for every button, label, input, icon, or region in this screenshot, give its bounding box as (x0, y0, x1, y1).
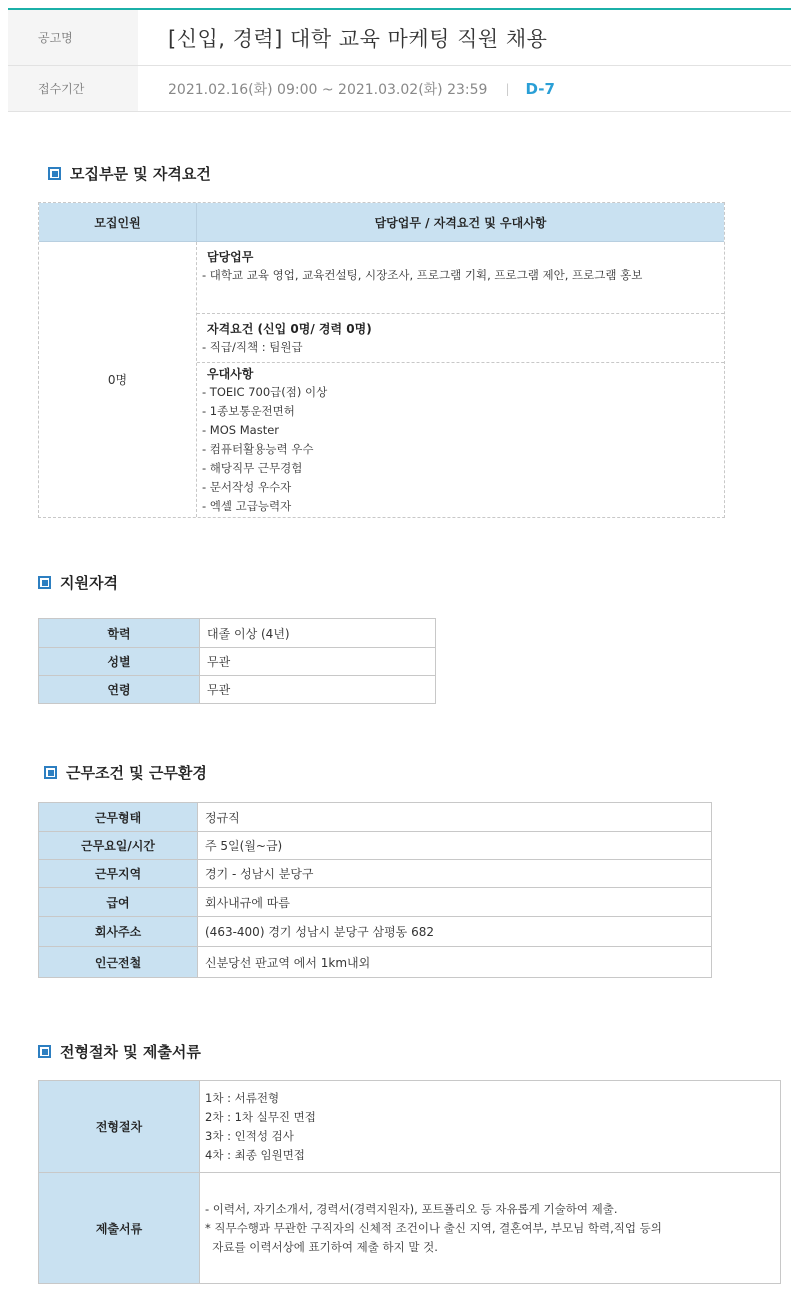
row-value: 주 5일(월~금) (198, 832, 712, 860)
table-row (39, 1081, 781, 1173)
table-row (39, 832, 712, 860)
row-value: 무관 (200, 648, 436, 676)
preference-item: - 엑셀 고급능력자 (202, 499, 292, 513)
preference-item: - MOS Master (202, 423, 280, 437)
row-key: 학력 (39, 619, 200, 648)
conditions-table (38, 802, 712, 978)
row-key: 근무형태 (39, 803, 198, 832)
table-row (39, 917, 712, 947)
process-step: 2차 : 1차 실무진 면접 (205, 1109, 316, 1124)
row-key: 제출서류 (39, 1173, 200, 1284)
process-table (38, 1080, 781, 1284)
qualification-table (38, 618, 436, 704)
section-title: 모집부문 및 자격요건 (70, 165, 211, 183)
dday-badge: D-7 (525, 79, 555, 98)
document-line: - 이력서, 자기소개서, 경력서(경력지원자), 포트폴리오 등 자유롭게 기술하여 제출. (205, 1201, 618, 1216)
row-key: 성별 (39, 648, 200, 676)
square-bullet-icon (38, 576, 51, 589)
duty-title: 담당업무 (207, 250, 254, 264)
row-key: 연령 (39, 676, 200, 704)
preference-item: - 1종보통운전면허 (202, 404, 295, 418)
row-value: 대졸 이상 (4년) (200, 619, 436, 648)
row-key: 인근전철 (39, 947, 198, 978)
row-key: 근무지역 (39, 860, 198, 888)
section-title: 지원자격 (60, 574, 118, 592)
table-row (39, 676, 436, 704)
row-value: 회사내규에 따름 (198, 888, 712, 917)
requirement-line: - 직급/직책 : 팀원급 (202, 340, 303, 354)
row-key: 근무요일/시간 (39, 832, 198, 860)
period-row (8, 66, 791, 112)
recruit-table (38, 202, 725, 518)
document-line: * 직무수행과 무관한 구직자의 신체적 조건이나 출신 지역, 결혼여부, 부모님 학력,직업 등의 (205, 1220, 662, 1235)
row-value: 경기 - 성남시 분당구 (198, 860, 712, 888)
preference-item: - 해당직무 근무경험 (202, 461, 303, 475)
recruit-count: 0명 (39, 242, 197, 517)
application-period: 2021.02.16(화) 09:00 ~ 2021.03.02(화) 23:59 (168, 81, 488, 98)
row-value: 무관 (200, 676, 436, 704)
preference-item: - TOEIC 700급(점) 이상 (202, 385, 328, 399)
preference-block (197, 363, 724, 517)
table-row (39, 619, 436, 648)
process-step: 4차 : 최종 임원면접 (205, 1147, 305, 1162)
square-bullet-icon (38, 1045, 51, 1058)
col-header-duty: 담당업무 / 자격요건 및 우대사항 (374, 215, 547, 230)
square-bullet-icon (48, 167, 61, 180)
col-header-count: 모집인원 (39, 203, 197, 241)
duty-line: - 대학교 교육 영업, 교육컨설팅, 시장조사, 프로그램 기획, 프로그램 제안, 프로그램 홍보 (202, 268, 643, 282)
job-posting-header (8, 8, 791, 112)
section-conditions-heading (44, 762, 207, 783)
section-title: 근무조건 및 근무환경 (66, 764, 207, 782)
process-step: 3차 : 인적성 검사 (205, 1128, 294, 1143)
preference-item: - 컴퓨터활용능력 우수 (202, 442, 314, 456)
row-key: 회사주소 (39, 917, 198, 947)
table-row (39, 860, 712, 888)
process-step: 1차 : 서류전형 (205, 1090, 280, 1105)
title-label: 공고명 (8, 10, 138, 65)
section-title: 전형절차 및 제출서류 (60, 1043, 201, 1061)
row-key: 전형절차 (39, 1081, 200, 1173)
table-row (39, 888, 712, 917)
preference-title: 우대사항 (207, 367, 254, 381)
row-value: 정규직 (198, 803, 712, 832)
table-row (39, 1173, 781, 1284)
table-row (39, 803, 712, 832)
row-value: 신분당선 판교역 에서 1km내외 (198, 947, 712, 978)
period-label: 접수기간 (8, 66, 138, 111)
section-qualification-heading (38, 572, 118, 593)
table-row (39, 648, 436, 676)
title-row (8, 10, 791, 66)
table-row (39, 947, 712, 978)
row-value: (463-400) 경기 성남시 분당구 삼평동 682 (198, 917, 712, 947)
row-key: 급여 (39, 888, 198, 917)
preference-item: - 문서작성 우수자 (202, 480, 292, 494)
square-bullet-icon (44, 766, 57, 779)
section-process-heading (38, 1041, 201, 1062)
duty-block (197, 242, 724, 314)
section-recruit-heading (48, 163, 211, 184)
job-title: [신입, 경력] 대학 교육 마케팅 직원 채용 (168, 26, 548, 51)
period-separator: | (505, 81, 510, 96)
requirement-title: 자격요건 (신입 0명/ 경력 0명) (207, 322, 372, 336)
document-line: 자료를 이력서상에 표기하여 제출 하지 말 것. (205, 1239, 438, 1254)
requirement-block (197, 314, 724, 363)
recruit-table-header (39, 203, 724, 242)
